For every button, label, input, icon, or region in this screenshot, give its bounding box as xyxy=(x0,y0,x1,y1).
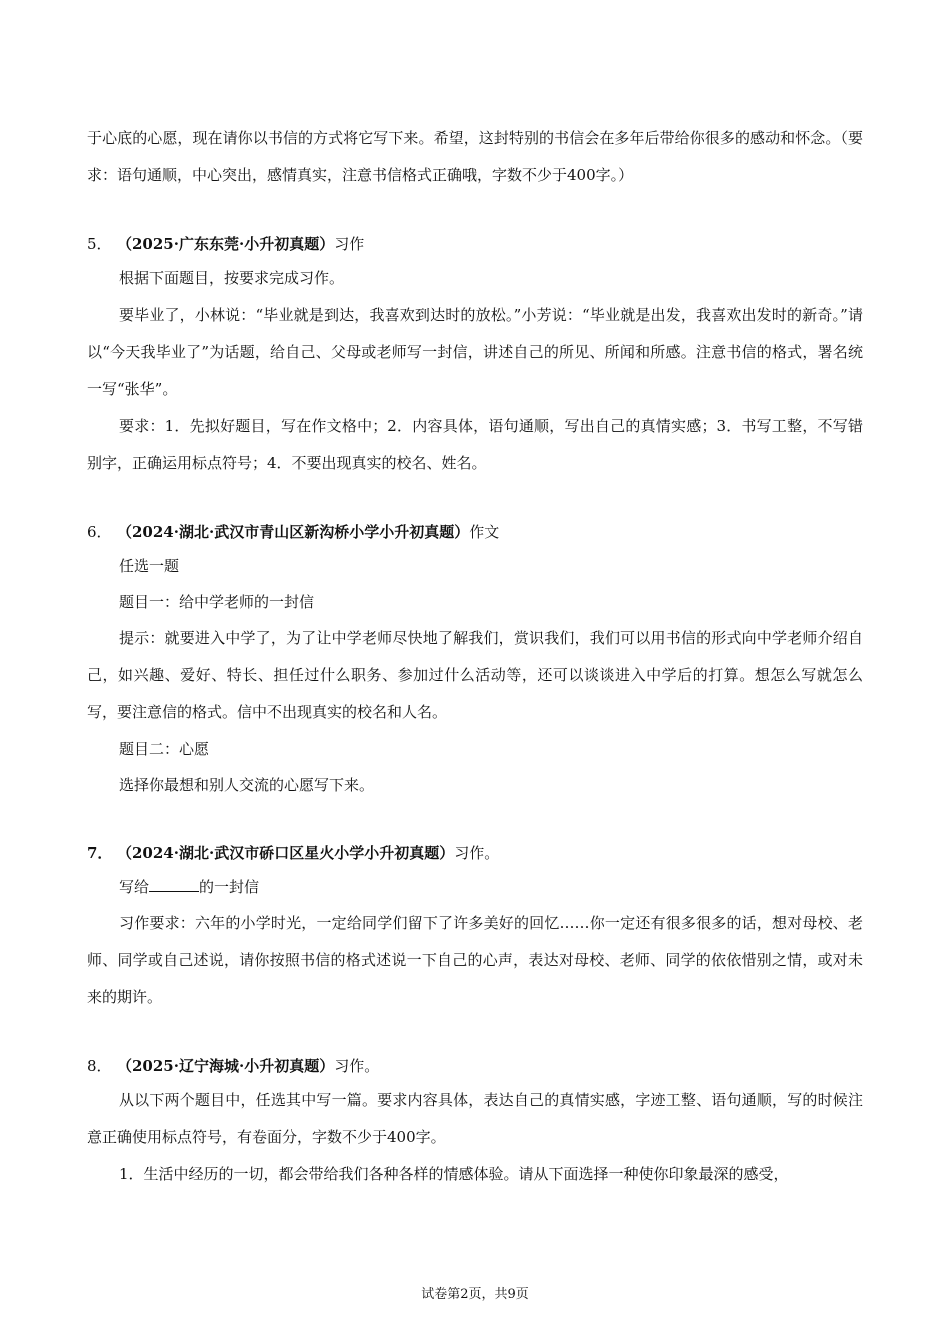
question-6-topic-2: 题目二：心愿 xyxy=(119,740,210,758)
spacer xyxy=(87,1016,863,1054)
question-8 xyxy=(87,1054,863,1193)
question-number: 8． xyxy=(87,1057,112,1075)
question-type: 习作 xyxy=(334,235,365,253)
question-number: 6． xyxy=(87,523,112,541)
question-source: （2025·辽宁海城·小升初真题） xyxy=(117,1057,335,1075)
question-5-prompt: 要毕业了，小林说：“毕业就是到达，我喜欢到达时的放松。”小芳说：“毕业就是出发，我喜欢出发时的新奇。”请以“今天我毕业了”为话题，给自己、父母或老师写一封信，讲述自己的所见、所闻和所感。注意书信的格式，署名统一写“张华”。 xyxy=(87,306,863,398)
question-6-choose: 任选一题 xyxy=(119,557,180,575)
question-5 xyxy=(87,232,863,482)
question-7-header xyxy=(87,841,863,865)
question-source: （2025·广东东莞·小升初真题） xyxy=(117,235,335,253)
title-suffix: 的一封信 xyxy=(199,878,260,896)
question-6 xyxy=(87,520,863,803)
question-7-title xyxy=(87,869,863,905)
question-source: （2024·湖北·武汉市硚口区星火小学小升初真题） xyxy=(117,844,455,862)
question-type: 作文 xyxy=(469,523,500,541)
fill-blank xyxy=(149,874,199,892)
question-7-requirements: 习作要求：六年的小学时光，一定给同学们留下了许多美好的回忆……你一定还有很多很多的话，想对母校、老师、同学或自己述说，请你按照书信的格式述说一下自己的心声，表达对母校、老师、同学的依依惜别之情，或对未来的期许。 xyxy=(87,914,863,1006)
page-content xyxy=(87,120,863,1193)
title-prefix: 写给 xyxy=(119,878,150,896)
question-8-header xyxy=(87,1054,863,1078)
question-7 xyxy=(87,841,863,1016)
continuation-paragraph: 于心底的心愿，现在请你以书信的方式将它写下来。希望，这封特别的书信会在多年后带给你很多的感动和怀念。（要求：语句通顺，中心突出，感情真实，注意书信格式正确哦，字数不少于400字。） xyxy=(87,129,863,184)
question-6-topic-1: 题目一：给中学老师的一封信 xyxy=(119,593,315,611)
question-8-option-1: 1．生活中经历的一切，都会带给我们各种各样的情感体验。请从下面选择一种使你印象最深的感受， xyxy=(119,1165,789,1183)
question-6-topic-2-desc: 选择你最想和别人交流的心愿写下来。 xyxy=(119,776,375,794)
spacer xyxy=(87,482,863,520)
question-6-header xyxy=(87,520,863,544)
question-number: 7． xyxy=(87,844,113,862)
question-type: 习作。 xyxy=(454,844,500,862)
question-5-header xyxy=(87,232,863,256)
question-8-instruction: 从以下两个题目中，任选其中写一篇。要求内容具体，表达自己的真情实感，字迹工整、语句通顺，写的时候注意正确使用标点符号，有卷面分，字数不少于400字。 xyxy=(87,1091,863,1146)
question-6-hint: 提示：就要进入中学了，为了让中学老师尽快地了解我们，赏识我们，我们可以用书信的形式向中学老师介绍自己，如兴趣、爱好、特长、担任过什么职务、参加过什么活动等，还可以谈谈进入中学后的打算。想怎么写就怎么写，要注意信的格式。信中不出现真实的校名和人名。 xyxy=(87,629,863,721)
question-number: 5． xyxy=(87,235,112,253)
question-type: 习作。 xyxy=(334,1057,380,1075)
question-5-requirements: 要求：1．先拟好题目，写在作文格中；2．内容具体，语句通顺，写出自己的真情实感；3．书写工整，不写错别字，正确运用标点符号；4．不要出现真实的校名、姓名。 xyxy=(87,417,863,472)
question-5-instruction: 根据下面题目，按要求完成习作。 xyxy=(119,269,345,287)
spacer xyxy=(87,194,863,232)
spacer xyxy=(87,803,863,841)
page-footer: 试卷第2页，共9页 xyxy=(421,1287,529,1302)
question-source: （2024·湖北·武汉市青山区新沟桥小学小升初真题） xyxy=(117,523,470,541)
